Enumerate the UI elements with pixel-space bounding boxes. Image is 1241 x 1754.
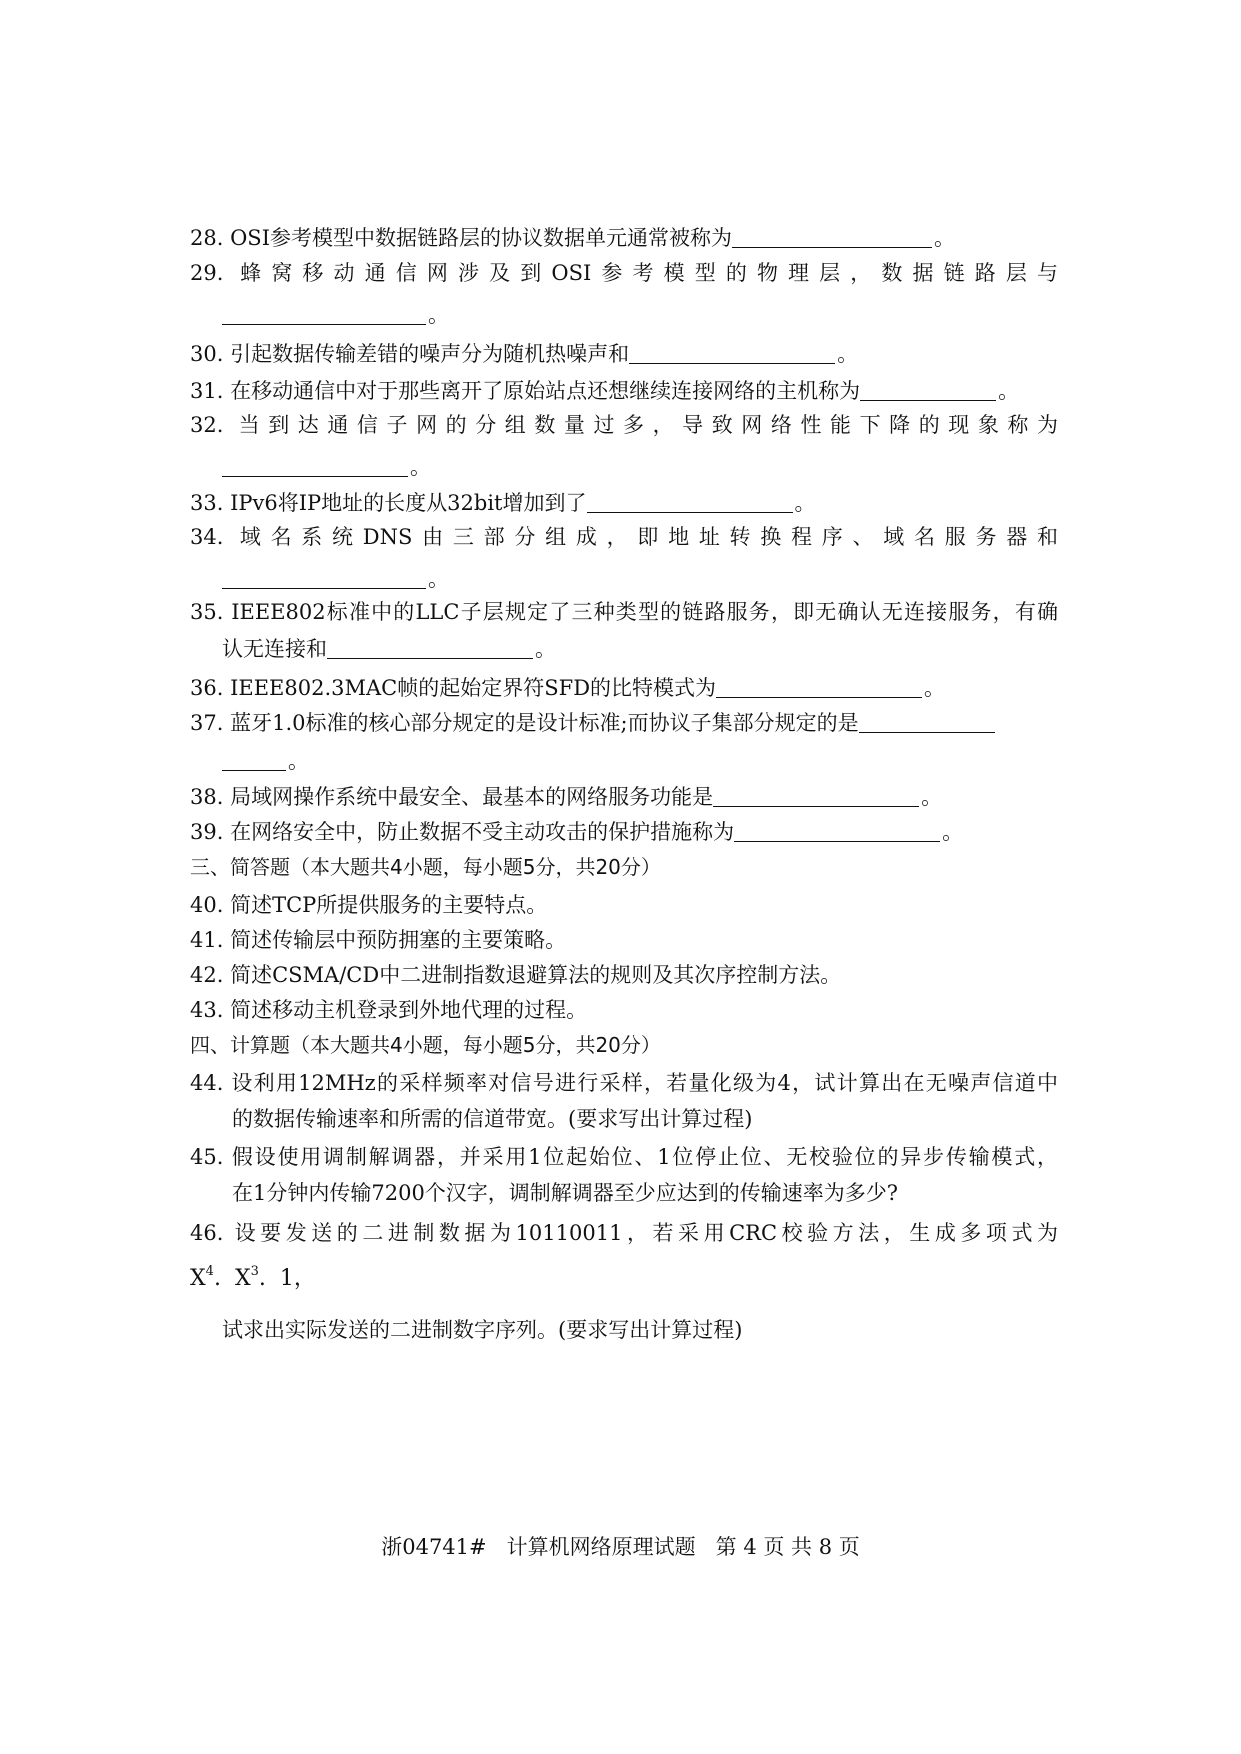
question-33: 33. IPv6将IP地址的长度从32bit增加到了 。 bbox=[190, 491, 816, 515]
question-36: 36. IEEE802.3MAC帧的起始定界符SFD的比特模式为 。 bbox=[190, 676, 946, 700]
question-42: 42. 简述CSMA/CD中二进制指数退避算法的规则及其次序控制方法。 bbox=[190, 963, 842, 987]
answer-blank[interactable] bbox=[327, 636, 533, 659]
section-heading-short-answer: 三、简答题（本大题共4小题，每小题5分，共20分） bbox=[190, 855, 661, 879]
question-46: 46. 设要发送的二进制数据为10110011，若采用CRC校验方法，生成多项式为 bbox=[190, 1221, 1058, 1245]
answer-blank[interactable] bbox=[732, 225, 932, 248]
question-34-cont: 。 bbox=[222, 564, 1090, 594]
question-37: 37. 蓝牙1.0标准的核心部分规定的是设计标准;而协议子集部分规定的是 bbox=[190, 708, 1058, 738]
question-29: 29. 蜂窝移动通信网涉及到OSI参考模型的物理层，数据链路层与 bbox=[190, 261, 1058, 285]
answer-blank[interactable] bbox=[587, 490, 793, 513]
question-29-cont: 。 bbox=[222, 300, 1090, 330]
question-35: 35. IEEE802标准中的LLC子层规定了三种类型的链路服务，即无确认无连接服务，有确 bbox=[190, 600, 1058, 624]
page-footer: 浙04741# 计算机网络原理试题 第 4 页 共 8 页 bbox=[381, 1535, 860, 1559]
question-46-cont: 试求出实际发送的二进制数字序列。(要求写出计算过程) bbox=[222, 1318, 743, 1342]
answer-blank[interactable] bbox=[222, 302, 426, 325]
answer-blank[interactable] bbox=[860, 378, 996, 401]
answer-blank[interactable] bbox=[629, 341, 835, 364]
question-45: 45. 假设使用调制解调器，并采用1位起始位、1位停止位、无校验位的异步传输模式， bbox=[190, 1145, 1058, 1169]
generator-polynomial: $X^4$. $X^3$. 1， bbox=[190, 1263, 316, 1291]
question-28: 28. OSI参考模型中数据链路层的协议数据单元通常被称为 。 bbox=[190, 226, 955, 250]
question-37-cont: 。 bbox=[222, 746, 1090, 776]
question-45-cont: 在1分钟内传输7200个汉字，调制解调器至少应达到的传输速率为多少? bbox=[232, 1181, 899, 1205]
question-39: 39. 在网络安全中，防止数据不受主动攻击的保护措施称为 。 bbox=[190, 820, 964, 844]
question-35-cont: 认无连接和 。 bbox=[222, 637, 556, 661]
answer-blank[interactable] bbox=[859, 710, 995, 733]
question-34: 34. 域名系统DNS由三部分组成，即地址转换程序、域名服务器和 bbox=[190, 525, 1058, 549]
answer-blank[interactable] bbox=[222, 454, 408, 477]
question-32: 32. 当到达通信子网的分组数量过多，导致网络性能下降的现象称为 bbox=[190, 413, 1058, 437]
answer-blank-cont[interactable] bbox=[222, 748, 286, 771]
question-31: 31. 在移动通信中对于那些离开了原始站点还想继续连接网络的主机称为 。 bbox=[190, 379, 1020, 403]
answer-blank[interactable] bbox=[713, 784, 919, 807]
question-40: 40. 简述TCP所提供服务的主要特点。 bbox=[190, 893, 548, 917]
question-30: 30. 引起数据传输差错的噪声分为随机热噪声和 。 bbox=[190, 342, 859, 366]
section-heading-calculation: 四、计算题（本大题共4小题，每小题5分，共20分） bbox=[190, 1033, 661, 1057]
question-43: 43. 简述移动主机登录到外地代理的过程。 bbox=[190, 998, 588, 1022]
question-41: 41. 简述传输层中预防拥塞的主要策略。 bbox=[190, 928, 567, 952]
question-44: 44. 设利用12MHz的采样频率对信号进行采样，若量化级为4，试计算出在无噪声信道中 bbox=[190, 1071, 1058, 1095]
answer-blank[interactable] bbox=[222, 566, 426, 589]
question-38: 38. 局域网操作系统中最安全、最基本的网络服务功能是 。 bbox=[190, 785, 943, 809]
question-32-cont: 。 bbox=[222, 452, 1090, 482]
answer-blank[interactable] bbox=[734, 819, 940, 842]
question-44-cont: 的数据传输速率和所需的信道带宽。(要求写出计算过程) bbox=[232, 1107, 753, 1131]
answer-blank[interactable] bbox=[716, 675, 922, 698]
